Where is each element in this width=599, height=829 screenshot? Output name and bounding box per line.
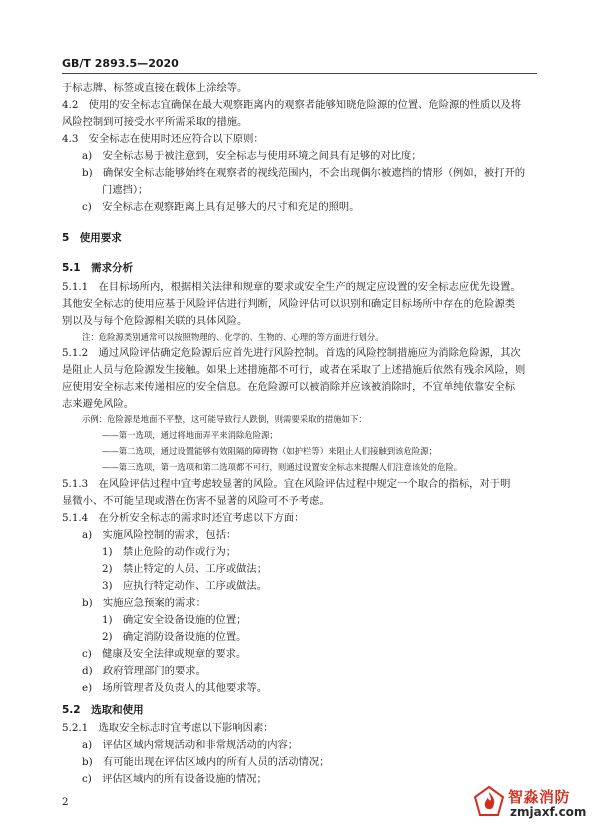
list-item: e) 场所管理者及负责人的其他要求等。 [82,682,268,694]
clause-4-3: 4.3 安全标志在使用时还应符合以下原则： [62,133,264,145]
example-item: ——第一选项，通过将地面弄平来消除危险源； [102,430,278,440]
list-item: d) 政府管理部门的要求。 [82,665,206,677]
watermark-name: 智淼消防 [508,788,571,806]
section-heading-5-2: 5.2 选取和使用 [62,704,144,716]
body-line: 是阻止人员与危险源发生接触。如果上述措施都不可行，或者在采取了上述措施后依然有残余风险，则 [62,364,526,376]
body-line: 风险控制到可接受水平所需采取的措施。 [62,116,248,128]
list-item: c) 健康及安全法律或规章的要求。 [82,648,247,660]
body-line: 别以及与每个危险源相关联的具体风险。 [62,315,248,327]
sub-list-item: 3) 应执行特定动作、工序或做法。 [102,580,268,592]
sub-list-item: 2) 禁止特定的人员、工序或做法； [102,563,268,575]
body-line: 于标志牌、标签或直接在载体上涂绘等。 [62,82,248,94]
list-item: c) 评估区域内的所有设备设施的情况； [82,773,267,785]
example-item: ——第三选项，第一选项和第二选项都不可行，则通过设置安全标志来提醒人们注意该处的危险。 [102,462,463,472]
body-line: 应使用安全标志来传递相应的安全信息。在危险源可以被消除并应该被消除时，不宜单纯依靠安全标 [62,381,516,393]
body-line: 志来避免风险。 [62,398,135,410]
list-item: b) 确保安全标志能够始终在观察者的视线范围内，不会出现偶尔被遮挡的情形（例如，被打开的 [82,167,526,179]
body-line: 其他安全标志的使用应基于风险评估进行判断，风险评估可以识别和确定目标场所中存在的危险源类 [62,298,516,310]
list-item: b) 有可能出现在评估区域内的所有人员的活动情况； [82,756,330,768]
list-item: a) 评估区域内常规活动和非常规活动的内容； [82,739,299,751]
watermark-url: zmjaxf.com [510,805,587,819]
list-item: c) 安全标志在观察距离上具有足够大的尺寸和充足的照明。 [82,201,360,213]
sub-list-item: 1) 确定安全设备设施的位置； [102,614,247,626]
example-item: ——第二选项，通过设置能够有效阻隔的障碍物（如护栏等）来阻止人们接触到该危险源； [102,446,437,456]
clause-5-1-2: 5.1.2 通过风险评估确定危险源后应首先进行风险控制。首选的风险控制措施应为消除危险源，其次 [62,347,521,359]
section-heading-5-1: 5.1 需求分析 [62,262,134,274]
body-line: 显微小、不可能呈现或潜在伤害不显著的风险可不予考虑。 [62,495,330,507]
example: 示例：危险源是地面不平整，这可能导致行人跌倒，则需要采取的措施如下： [82,414,367,424]
page-number: 2 [62,796,69,808]
note: 注：危险源类别通常可以按照物理的、化学的、生物的、心理的等方面进行划分。 [82,332,384,342]
sub-list-item: 1) 禁止危险的动作或行为； [102,546,237,558]
header-rule [62,73,537,74]
standard-number: GB/T 2893.5—2020 [62,57,179,70]
list-item: a) 实施风险控制的需求，包括： [82,529,237,541]
clause-5-1-3: 5.1.3 在风险评估过程中宜考虑较显著的风险。宜在风险评估过程中规定一个取合的指标，对于明 [62,478,511,490]
list-item: b) 实施应急预案的需求： [82,597,206,609]
clause-5-2-1: 5.2.1 选取安全标志时宜考虑以下影响因素： [62,722,274,734]
sub-list-item: 2) 确定消防设备设施的位置。 [102,631,247,643]
section-heading-5: 5 使用要求 [62,232,122,244]
clause-5-1-1: 5.1.1 在目标场所内，根据相关法律和规章的要求或安全生产的规定应设置的安全标志应优先设置。 [62,281,521,293]
list-item: a) 安全标志易于被注意到，安全标志与使用环境之间具有足够的对比度； [82,150,422,162]
watermark-logo [470,783,595,825]
clause-5-1-4: 5.1.4 在分析安全标志的需求时还宜考虑以下方面： [62,512,305,524]
clause-4-2: 4.2 使用的安全标志宜确保在最大观察距离内的观察者能够知晓危险源的位置、危险源的性质以及将 [62,99,522,111]
list-item-cont: 门遮挡）； [102,184,149,196]
flame-logo-icon [472,785,506,819]
